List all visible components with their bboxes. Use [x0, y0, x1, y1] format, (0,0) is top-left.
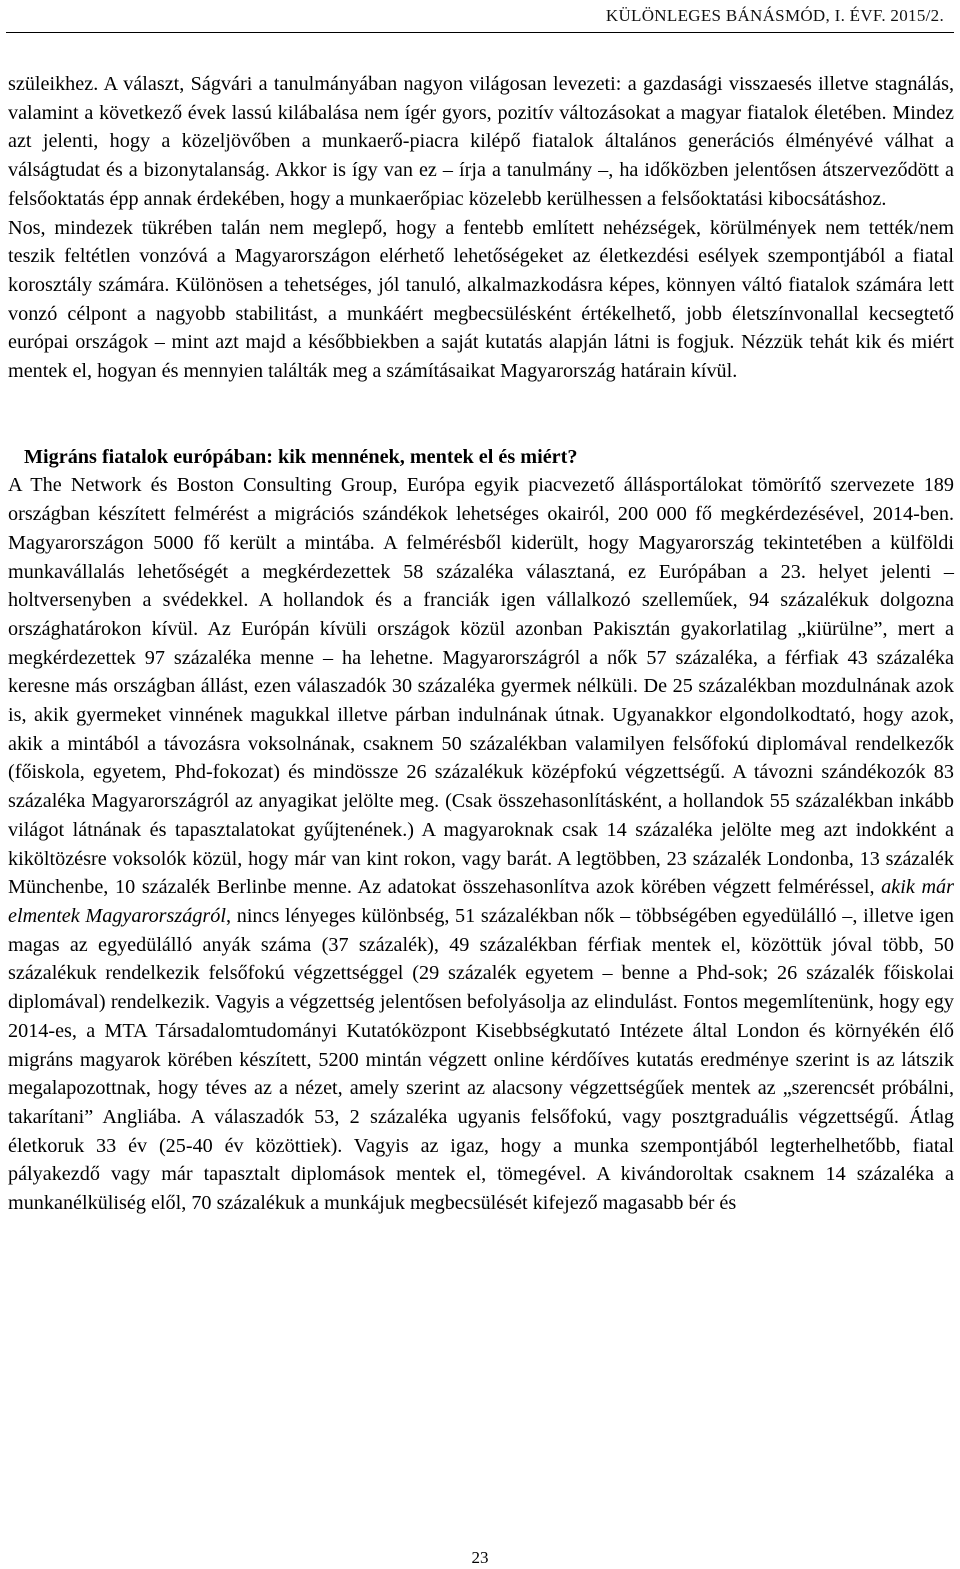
paragraph-3-italic-phrase: akik már elmentek Magyarországról	[8, 876, 954, 927]
paragraph-3	[8, 471, 954, 1217]
section-spacer	[8, 386, 954, 443]
page-body	[8, 70, 954, 1218]
paragraph-3-text-b: , nincs lényeges különbség, 51 százalékban nők – többségében egyedülálló –, illetve igen magas az egyedülálló anyák száma (37 százalék), 49 százalékban férfiak mentek el, közöttük jóval több, 50 százalékuk rendelkezik felsőfokú végzettséggel (29 százalék egyetem – benne a Phd-sok; 26 százalék főiskolai diplomával) rendelkezik. Vagyis a végzettség jelentősen befolyásolja az elindulást. Fontos megemlítenünk, hogy egy 2014-es, a MTA Társadalomtudományi Kutatóközpont Kisebbségkutató Intézete által London és környékén élő migráns magyarok körében készített, 5200 mintán végzett online kérdőíves kutatás eredménye szerint is az látszik megalapozottnak, hogy téves az a nézet, amely szerint az alacsony végzettségűek mentek az „szerencsét próbálni, takarítani” Angliába. A válaszadók 53, 2 százaléka ugyanis felsőfokú, vagy posztgraduális végzettségű. Átlag életkoruk 33 év (25-40 év közöttiek). Vagyis az igaz, hogy a munka szempontjából legterhelhetőbb, fiatal pályakezdő vagy már tapasztalt diplomások mentek el, tömegével. A kivándoroltak csaknem 14 százaléka a munkanélküliség elől, 70 százalékuk a munkájuk megbecsülését kifejező magasabb bér és	[8, 904, 954, 1215]
paragraph-2: Nos, mindezek tükrében talán nem meglepő, hogy a fentebb említett nehézségek, körülmények nem tették/nem teszik feltétlen vonzóvá a Magyarországon elérhető lehetőségeket az életkezdési esélyek szempontjából a fiatal korosztály számára. Különösen a tehetséges, jól tanuló, alkalmazkodásra képes, könnyen váltó fiatalok számára lett vonzó célpont a nagyobb stabilitást, a munkáért megbecsülésként értékelhető, jobb életszínvonallal kecsegtető európai országok – mint azt majd a későbbiekben a saját kutatás alapján látni is fogjuk. Nézzük tehát kik és miért mentek el, hogyan és mennyien találták meg a számításaikat Magyarország határain kívül.	[8, 216, 954, 383]
section-heading: Migráns fiatalok európában: kik mennének, mentek el és miért?	[24, 445, 578, 468]
running-header: KÜLÖNLEGES BÁNÁSMÓD, I. ÉVF. 2015/2.	[605, 6, 944, 25]
page-number: 23	[471, 1548, 489, 1567]
paragraph-3-text-a: A The Network és Boston Consulting Group, Európa egyik piacvezető állásportálokat tömörítő szervezete 189 országban készített felmérést a migrációs szándékok lehetséges okairól, 200 000 fő megkérdezésével, 2014-ben. Magyarországon 5000 fő került a mintába. A felmérésből kiderült, hogy Magyarország tekintetében a külföldi munkavállalás lehetőségét a megkérdezettek 58 százaléka választaná, ez Európában a 23. helyet jelenti – holtversenyben a svédekkel. A hollandok és a franciák igen vállalkozó szelleműek, 94 százalékuk dolgozna országhatárokon kívül. Az Európán kívüli országok közül azonban Pakisztán gyakorlatilag „kiürülne”, mert a megkérdezettek 97 százaléka menne – ha lehetne. Magyarországról a nők 57 százaléka, a férfiak 43 százaléka keresne más országban állást, ezen válaszadók 30 százaléka gyermek nélküli. De 25 százalékban mozdulnának azok is, akik gyermeket vinnének magukkal illetve párban indulnának útnak. Ugyanakkor elgondolkodtató, hogy azok, akik a mintából a távozásra voksolnának, csaknem 50 százalékban valamilyen felsőfokú diplomával rendelkezők (főiskola, egyetem, Phd-fokozat) és mindössze 26 százalékuk középfokú végzettségű. A távozni szándékozók 83 százaléka Magyarországról az anyagikat jelölte meg. (Csak összehasonlításként, a hollandok 55 százalékban inkább világot látnának és tapasztalatokat gyűjtenének.) A magyaroknak csak 14 százaléka jelölte meg azt indokként a kiköltözésre voksolók közül, hogy már van kint rokon, vagy barát. A legtöbben, 23 százalék Londonba, 13 százalék Münchenbe, 10 százalék Berlinbe menne. Az adatokat összehasonlítva azok körében végzett felméréssel,	[8, 474, 954, 899]
paragraph-1: szüleikhez. A választ, Ságvári a tanulmányában nagyon világosan levezeti: a gazdasági visszaesés illetve stagnálás, valamint a következő évek lassú kilábalása nem ígér gyors, pozitív változásokat a magyar fiatalok életében. Mindez azt jelenti, hogy a közeljövőben a munkaerő-piacra kilépő fiatalok általános generációs élményévé válhat a válságtudat és a bizonytalanság. Akkor is így van ez – írja a tanulmány –, ha időközben jelentősen átszerveződött a felsőoktatás épp annak érdekében, hogy a munkaerőpiac közelebb kerülhessen a felsőoktatási kibocsátáshoz.	[8, 73, 954, 210]
header-rule	[6, 32, 954, 33]
